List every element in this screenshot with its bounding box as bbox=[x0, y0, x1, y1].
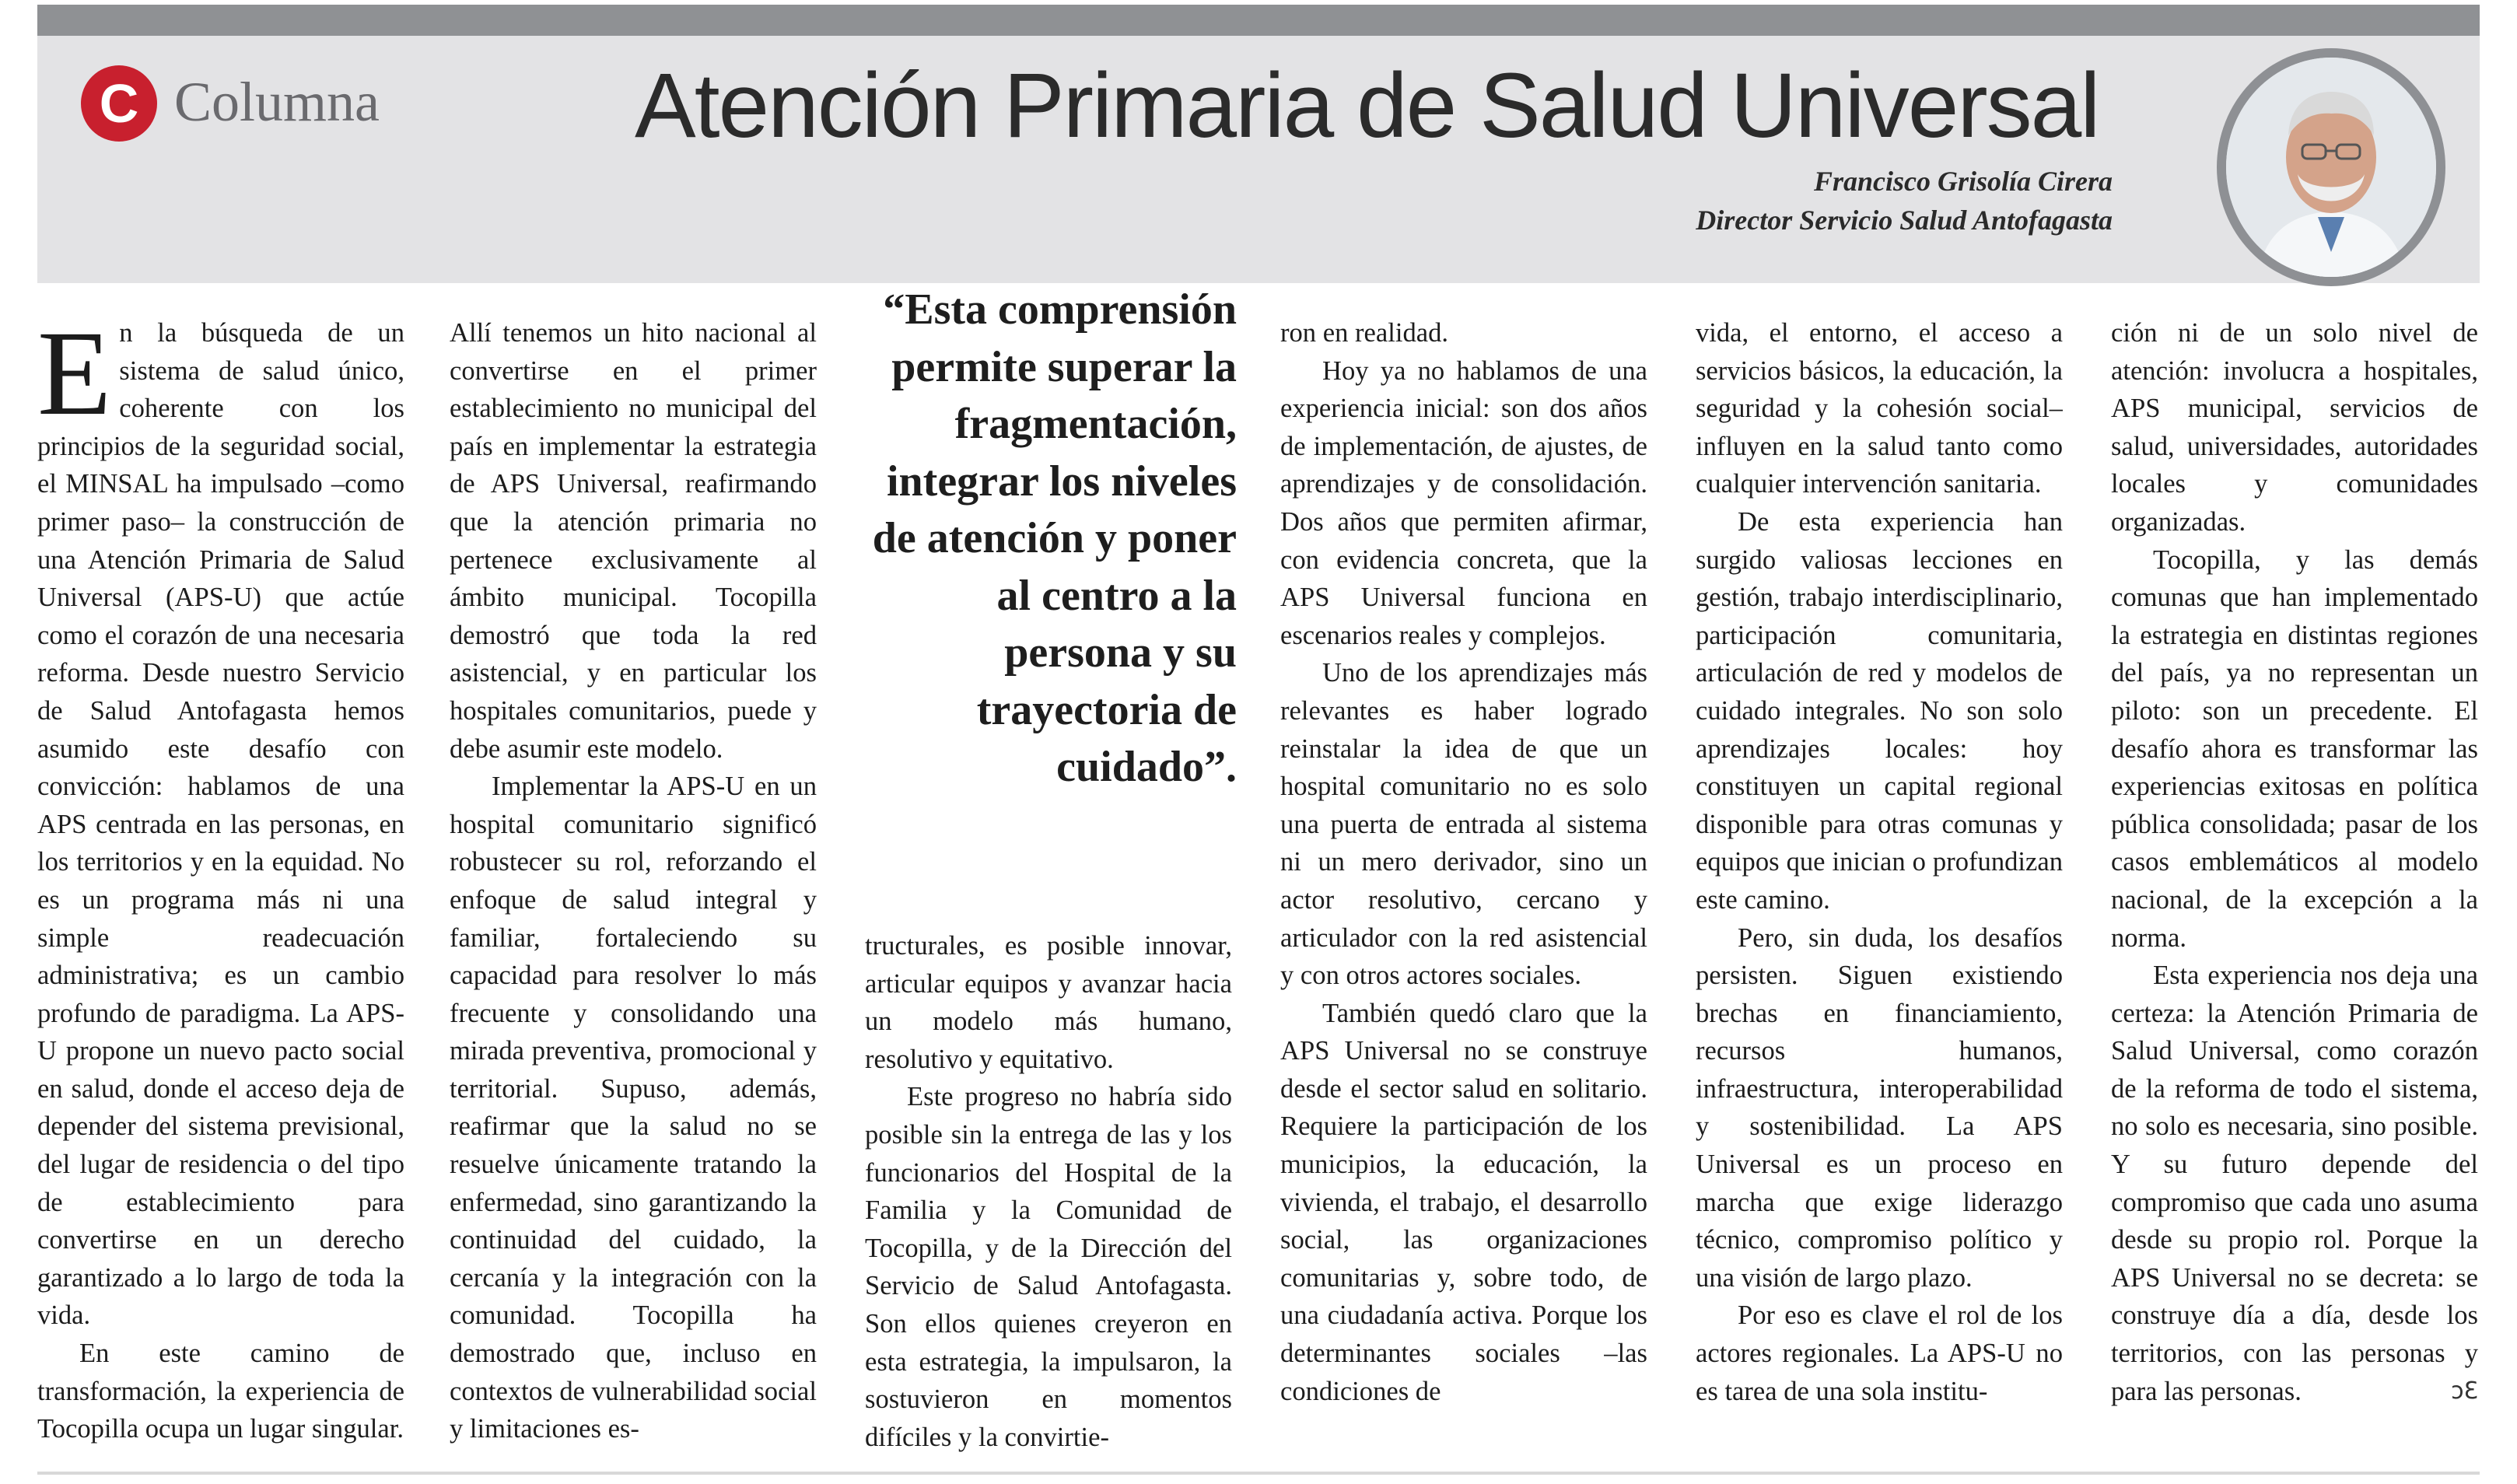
article-paragraph: Por eso es clave el rol de los actores regionales. La APS-U no es tarea de una sola institu- bbox=[1696, 1300, 2063, 1406]
column-header bbox=[37, 36, 2480, 283]
article-column-1 bbox=[37, 314, 404, 1458]
paragraph-text: Esta experiencia nos deja una certeza: la Atención Primaria de Salud Universal, como corazón de la reforma de todo el sistema, no solo es necesaria, sino posible. Y su futuro depende del compromiso que cada uno asuma desde su propio rol. Porque la APS Universal no se decreta: se construye día a día, desde los territorios, con las personas y para las personas. bbox=[2111, 961, 2478, 1406]
article-paragraph: Uno de los aprendizajes más relevantes es haber logrado reinstalar la idea de que un hospital comunitario no es solo una puerta de entrada al sistema ni un mero derivador, sino un actor resolutivo, cercano y articulador con la red asistencial y con otros actores sociales. bbox=[1280, 658, 1647, 991]
author-photo bbox=[2217, 48, 2445, 286]
end-mark-icon: ↄƐ bbox=[2451, 1377, 2478, 1405]
article-paragraph: Este progreso no habría sido posible sin la entrega de las y los funcionarios del Hospital de la Familia y la Comunidad de Tocopilla, y de la Dirección del Servicio de Salud Antofagasta. Son ellos quienes creyeron en esta estrategia, la impulsaron, la sostuvieron en momentos difíciles y la convirtie- bbox=[865, 1082, 1232, 1452]
pull-quote: “Esta comprensión permite superar la fragmentación, integrar los niveles de atención y poner al centro a la persona y su trayectoria de cuidado”. bbox=[872, 285, 1237, 791]
article-title: Atención Primaria de Salud Universal bbox=[635, 54, 2099, 157]
author-portrait-icon bbox=[2226, 58, 2436, 277]
article-paragraph bbox=[37, 314, 404, 1335]
article-paragraph bbox=[2111, 957, 2478, 1410]
article-paragraph: Pero, sin duda, los desafíos persisten. Siguen existiendo brechas en financiamiento, recursos humanos, infraestructura, interoperabilidad y sostenibilidad. La APS Universal es un proceso en marcha que exige liderazgo técnico, compromiso político y una visión de largo plazo. bbox=[1696, 922, 2063, 1293]
author-name: Francisco Grisolía Cirera bbox=[1813, 166, 2113, 197]
article-paragraph: Tocopilla, y las demás comunas que han implementado la estrategia en distintas regiones del país, ya no representan un piloto: son un precedente. El desafío ahora es transformar las experiencias exitosas en política pública consolidada; pasar de los casos emblemáticos al modelo nacional, de la excepción a la norma. bbox=[2111, 544, 2478, 953]
section-label: Columna bbox=[174, 71, 380, 133]
article-paragraph: Allí tenemos un hito nacional al convertirse en el primer establecimiento no municipal del país en implementar la estrategia de APS Universal, reafirmando que la atención primaria no pertenece exclusivamente al ámbito municipal. Tocopilla demostró que toda la red asistencial, y en particular los hospitales comunitarios, puede y debe asumir este modelo. bbox=[450, 318, 817, 764]
article-column-3 bbox=[865, 314, 1232, 1458]
drop-cap: E bbox=[37, 314, 112, 440]
article-paragraph: vida, el entorno, el acceso a servicios básicos, la educación, la seguridad y la cohesión social– influyen en la salud tanto como cualquier intervención sanitaria. bbox=[1696, 318, 2063, 499]
article-paragraph: En este camino de transformación, la experiencia de Tocopilla ocupa un lugar singular. bbox=[37, 1339, 404, 1444]
article-paragraph: Implementar la APS-U en un hospital comunitario significó robustecer su rol, reforzando el enfoque de salud integral y familiar, fortaleciendo su capacidad para resolver lo más frecuente y consolidando una mirada preventiva, promocional y territorial. Supuso, además, reafirmar que la salud no se resuelve únicamente tratando la enfermedad, sino garantizando la continuidad del cuidado, la cercanía y la integración con la comunidad. Tocopilla ha demostrado que, incluso en contextos de vulnerabilidad social y limitaciones es- bbox=[450, 772, 817, 1444]
article-column-2 bbox=[450, 314, 817, 1458]
article-column-4 bbox=[1280, 314, 1647, 1458]
article-paragraph: También quedó claro que la APS Universal no se construye desde el sector salud en solitario. Requiere la participación de los municipios, la educación, la vivienda, el trabajo, el desarrollo social, las organizaciones comunitarias y, sobre todo, de una ciudadanía activa. Porque los determinantes sociales –las condiciones de bbox=[1280, 998, 1647, 1406]
byline bbox=[1696, 162, 2113, 240]
article-paragraph: tructurales, es posible innovar, articular equipos y avanzar hacia un modelo más humano, resolutivo y equitativo. bbox=[865, 931, 1232, 1074]
bottom-rule bbox=[37, 1472, 2480, 1475]
top-rule bbox=[37, 5, 2480, 36]
article-paragraph: ron en realidad. bbox=[1280, 318, 1449, 348]
section-logo-icon: C bbox=[81, 65, 157, 142]
author-role: Director Servicio Salud Antofagasta bbox=[1696, 205, 2113, 236]
article-paragraph: ción ni de un solo nivel de atención: involucra a hospitales, APS municipal, servicios de salud, universidades, autoridades locales y comunidades organizadas. bbox=[2111, 318, 2478, 537]
article-column-5 bbox=[1696, 314, 2063, 1458]
article-column-6 bbox=[2111, 314, 2478, 1458]
article-paragraph: De esta experiencia han surgido valiosas lecciones en gestión, trabajo interdisciplinario, participación comunitaria, articulación de red y modelos de cuidado integrales. No son solo aprendizajes locales: hoy constituyen un capital regional disponible para otras comunas y equipos que inician o profundizan este camino. bbox=[1696, 506, 2063, 915]
paragraph-text: n la búsqueda de un sistema de salud único, coherente con los principios de la seguridad social, el MINSAL ha impulsado –como primer paso– la construcción de una Atención Primaria de Salud Universal (APS-U) que actúe como el corazón de una necesaria reforma. Desde nuestro Servicio de Salud Antofagasta hemos asumido este desafío con convicción: hablamos de una APS centrada en las personas, en los territorios y en la equidad. No es un programa más ni una simple readecuación administrativa; es un cambio profundo de paradigma. La APS-U propone un nuevo pacto social en salud, donde el acceso deja de depender del sistema previsional, del lugar de residencia o del tipo de establecimiento para convertirse en un derecho garantizado a lo largo de toda la vida. bbox=[37, 318, 404, 1331]
article-paragraph: Hoy ya no hablamos de una experiencia inicial: son dos años de implementación, de ajustes, de aprendizajes y de consolidación. Dos años que permiten afirmar, con evidencia concreta, que la APS Universal funciona en escenarios reales y complejos. bbox=[1280, 355, 1647, 650]
